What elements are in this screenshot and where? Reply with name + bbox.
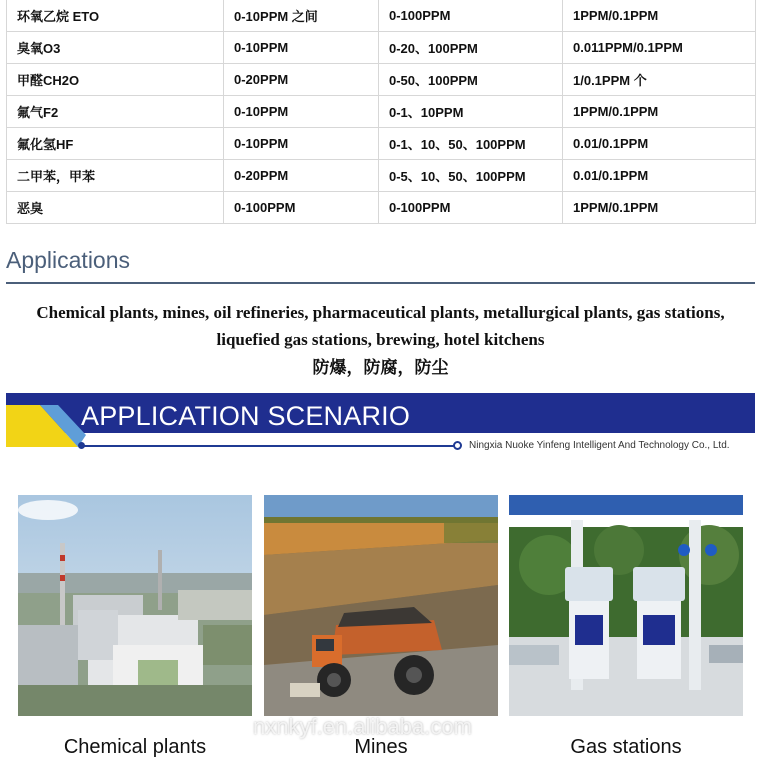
applications-line-1: Chemical plants, mines, oil refineries, pharmaceutical plants, metallurgical plants, gas stations, (36, 303, 725, 322)
table-cell: 0-100PPM (379, 191, 563, 223)
table-cell: 1/0.1PPM 个 (563, 63, 756, 95)
applications-title: Applications (6, 247, 131, 273)
table-row (7, 127, 756, 159)
table-cell: 0-10PPM 之间 (224, 0, 379, 31)
table-cell: 0-100PPM (379, 0, 563, 31)
table-cell: 环氧乙烷 ETO (7, 0, 224, 31)
gas-station-photo (509, 495, 743, 716)
table-cell: 氟化氢HF (7, 127, 224, 159)
mine-truck-photo (264, 495, 498, 716)
table-cell: 1PPM/0.1PPM (563, 191, 756, 223)
table-cell: 0.01/0.1PPM (563, 159, 756, 191)
applications-description (6, 299, 755, 353)
table-cell: 0.011PPM/0.1PPM (563, 31, 756, 63)
applications-heading (6, 244, 755, 284)
table-cell: 恶臭 (7, 191, 224, 223)
table-cell: 0-10PPM (224, 31, 379, 63)
table-cell: 0.01/0.1PPM (563, 127, 756, 159)
divider-line (80, 445, 460, 447)
applications-line-2: liquefied gas stations, brewing, hotel kitchens (216, 330, 545, 349)
table-row (7, 0, 756, 31)
table-cell: 1PPM/0.1PPM (563, 0, 756, 31)
divider-ring (453, 441, 462, 450)
table-cell: 氟气F2 (7, 95, 224, 127)
table-row (7, 159, 756, 191)
watermark: nxnkyf.en.alibaba.com (253, 714, 472, 739)
table-cell: 0-10PPM (224, 95, 379, 127)
company-name: Ningxia Nuoke Yinfeng Intelligent And Technology Co., Ltd. (469, 440, 730, 451)
table-row (7, 63, 756, 95)
table-cell: 0-20、100PPM (379, 31, 563, 63)
table-row (7, 191, 756, 223)
table-cell: 1PPM/0.1PPM (563, 95, 756, 127)
table-cell: 0-10PPM (224, 127, 379, 159)
scene-label-gas-stations: Gas stations (570, 736, 682, 758)
table-cell: 二甲苯，甲苯 (7, 159, 224, 191)
table-cell: 臭氧O3 (7, 31, 224, 63)
scene-label-mines: Mines (354, 736, 408, 758)
table-cell: 甲醛CH2O (7, 63, 224, 95)
table-cell: 0-20PPM (224, 159, 379, 191)
table-cell: 0-50、100PPM (379, 63, 563, 95)
table-row (7, 95, 756, 127)
table-cell: 0-100PPM (224, 191, 379, 223)
table-row (7, 31, 756, 63)
banner-title: APPLICATION SCENARIO (81, 401, 411, 431)
gas-spec-table (6, 0, 756, 224)
scene-label-chemical-plants: Chemical plants (63, 736, 207, 758)
table-cell: 0-20PPM (224, 63, 379, 95)
table-cell: 0-1、10、50、100PPM (379, 127, 563, 159)
chemical-plant-photo (18, 495, 252, 716)
applications-features: 防爆，防腐，防尘 (312, 358, 449, 377)
table-cell: 0-1、10PPM (379, 95, 563, 127)
table-cell: 0-5、10、50、100PPM (379, 159, 563, 191)
